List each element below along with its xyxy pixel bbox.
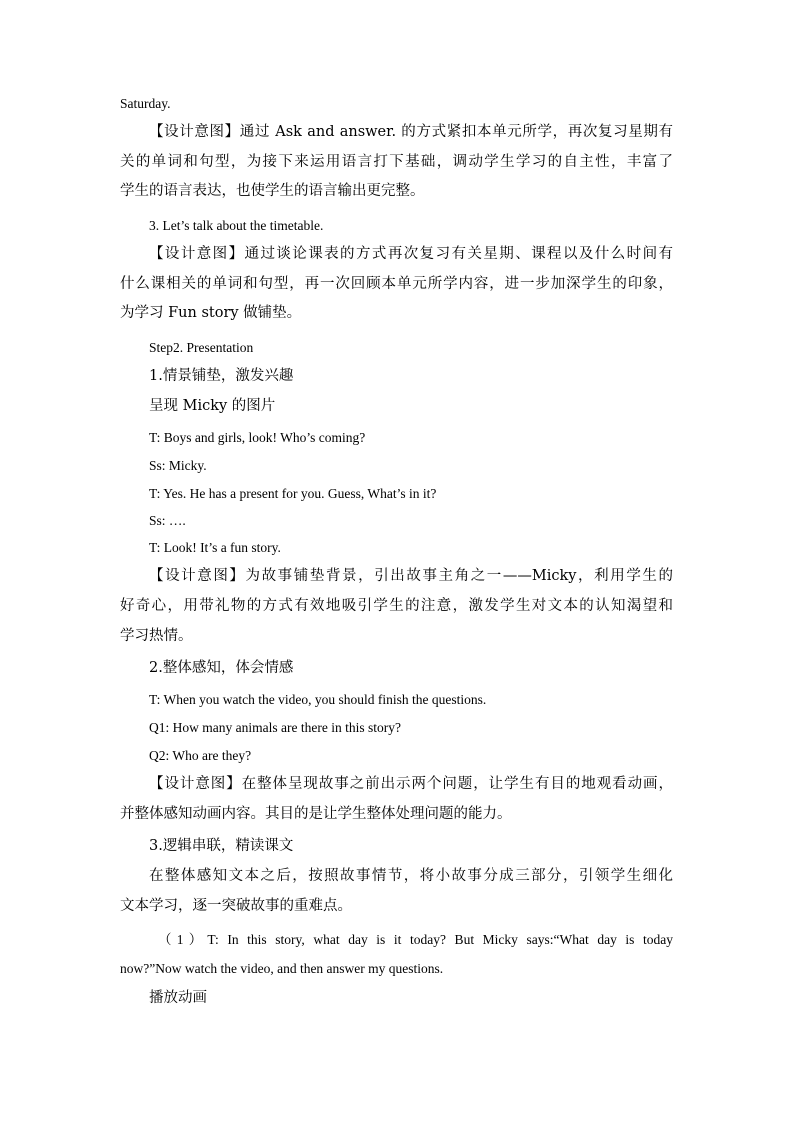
subheading-logical-reading: 3.逻辑串联，精读课文: [149, 838, 294, 854]
dialogue-line-students-1: Ss: Micky.: [149, 458, 207, 473]
subheading-scene-setting: 1.情景铺垫，激发兴趣: [149, 368, 294, 384]
design-intent-paragraph-1-line-1: 【设计意图】通过 Ask and answer. 的方式紧扣本单元所学，再次复习星期有: [149, 124, 673, 140]
subheading-overall-perception: 2.整体感知，体会情感: [149, 660, 294, 676]
instruction-show-micky-picture: 呈现 Micky 的图片: [149, 398, 276, 414]
reading-paragraph-line-2: 文本学习，逐一突破故事的重难点。: [120, 898, 352, 914]
dialogue-line-teacher-1: T: Boys and girls, look! Who’s coming?: [149, 430, 366, 445]
design-intent-paragraph-4-line-1: 【设计意图】在整体呈现故事之前出示两个问题，让学生有目的地观看动画，: [149, 776, 673, 792]
section-heading-presentation: Step2. Presentation: [149, 340, 254, 355]
design-intent-paragraph-2-line-2: 什么课相关的单词和句型，再一次回顾本单元所学内容，进一步加深学生的印象，: [120, 276, 673, 292]
question-q1: Q1: How many animals are there in this story?: [149, 720, 401, 735]
reading-paragraph-line-1: 在整体感知文本之后，按照故事情节，将小故事分成三部分，引领学生细化: [149, 868, 673, 884]
design-intent-paragraph-4-line-2: 并整体感知动画内容。其目的是让学生整体处理问题的能力。: [120, 806, 512, 822]
design-intent-paragraph-3-line-2: 好奇心，用带礼物的方式有效地吸引学生的注意，激发学生对文本的认知渴望和: [120, 598, 673, 614]
question-q2: Q2: Who are they?: [149, 748, 252, 763]
activity-part-1-line-1: （1）T: In this story, what day is it today? But Micky says:“What day is today: [158, 932, 673, 947]
design-intent-paragraph-1-line-2: 关的单词和句型，为接下来运用语言打下基础，调动学生学习的自主性，丰富了: [120, 154, 673, 170]
activity-part-1-line-2: now?”Now watch the video, and then answer my questions.: [120, 961, 444, 976]
dialogue-line-teacher-3: T: Look! It’s a fun story.: [149, 540, 281, 555]
design-intent-paragraph-1-line-3: 学生的语言表达，也使学生的语言输出更完整。: [120, 183, 425, 199]
design-intent-paragraph-3-line-1: 【设计意图】为故事铺垫背景，引出故事主角之一——Micky，利用学生的: [149, 568, 673, 584]
design-intent-paragraph-2-line-1: 【设计意图】通过谈论课表的方式再次复习有关星期、课程以及什么时间有: [149, 246, 673, 262]
design-intent-paragraph-3-line-3: 学习热情。: [120, 628, 193, 644]
instruction-play-animation: 播放动画: [149, 990, 207, 1006]
step-item-timetable: 3. Let’s talk about the timetable.: [149, 218, 324, 233]
text-line-saturday: Saturday.: [120, 96, 171, 111]
dialogue-line-teacher-2: T: Yes. He has a present for you. Guess, What’s in it?: [149, 486, 437, 501]
dialogue-line-teacher-video: T: When you watch the video, you should finish the questions.: [149, 692, 487, 707]
dialogue-line-students-2: Ss: ….: [149, 513, 186, 528]
design-intent-paragraph-2-line-3: 为学习 Fun story 做铺垫。: [120, 305, 302, 321]
